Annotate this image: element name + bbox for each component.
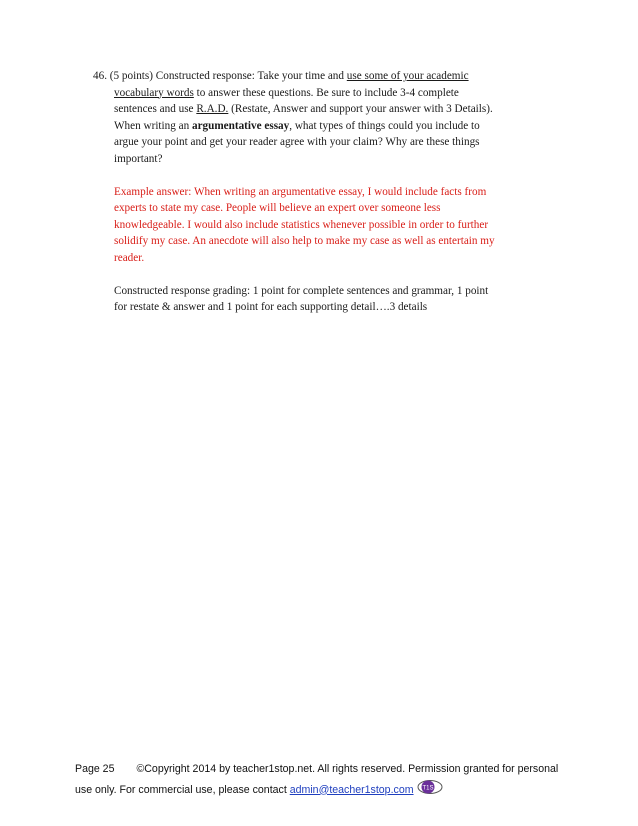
contact-email-link[interactable]: admin@teacher1stop.com: [289, 783, 414, 796]
answer-line: reader.: [114, 251, 145, 264]
answer-line: knowledgeable. I would also include statistics whenever possible in order to further: [114, 218, 489, 231]
grading-line: Constructed response grading: 1 point for complete sentences and grammar, 1 point: [114, 284, 489, 297]
svg-text:T1S: T1S: [422, 785, 434, 791]
question-block: [93, 68, 573, 316]
question-line-2: vocabulary words to answer these questions. Be sure to include 3-4 complete: [114, 86, 459, 99]
answer-line: Example answer: When writing an argumentative essay, I would include facts from: [114, 185, 487, 198]
question-line-4: When writing an argumentative essay, what types of things could you include to: [114, 119, 480, 132]
grading-line: for restate & answer and 1 point for each supporting detail….3 details: [114, 301, 428, 313]
answer-line: experts to state my case. People will believe an expert over someone less: [114, 202, 441, 214]
grading-note: [114, 283, 573, 316]
question-body: [93, 85, 573, 316]
question-line-5: argue your point and get your reader agree with your claim? Why are these things: [114, 136, 480, 148]
teacher1stop-logo-icon: [416, 779, 444, 802]
page-footer: [75, 761, 575, 801]
example-answer: [114, 184, 573, 267]
answer-line: solidify my case. An anecdote will also help to make my case as well as entertain my: [114, 235, 495, 247]
footer-line-1: [75, 761, 575, 779]
question-line-3: sentences and use R.A.D. (Restate, Answer and support your answer with 3 Details).: [114, 103, 493, 115]
footer-line-2: use only. For commercial use, please contact admin@teacher1stop.com T1S: [75, 779, 575, 802]
question-line-6: important?: [114, 152, 163, 165]
page-number: Page 25: [75, 763, 115, 775]
copyright-text: ©Copyright 2014 by teacher1stop.net. All rights reserved. Permission granted for personal: [136, 763, 559, 775]
question-line-1: 46. (5 points) Constructed response: Take your time and use some of your academic: [93, 70, 469, 82]
